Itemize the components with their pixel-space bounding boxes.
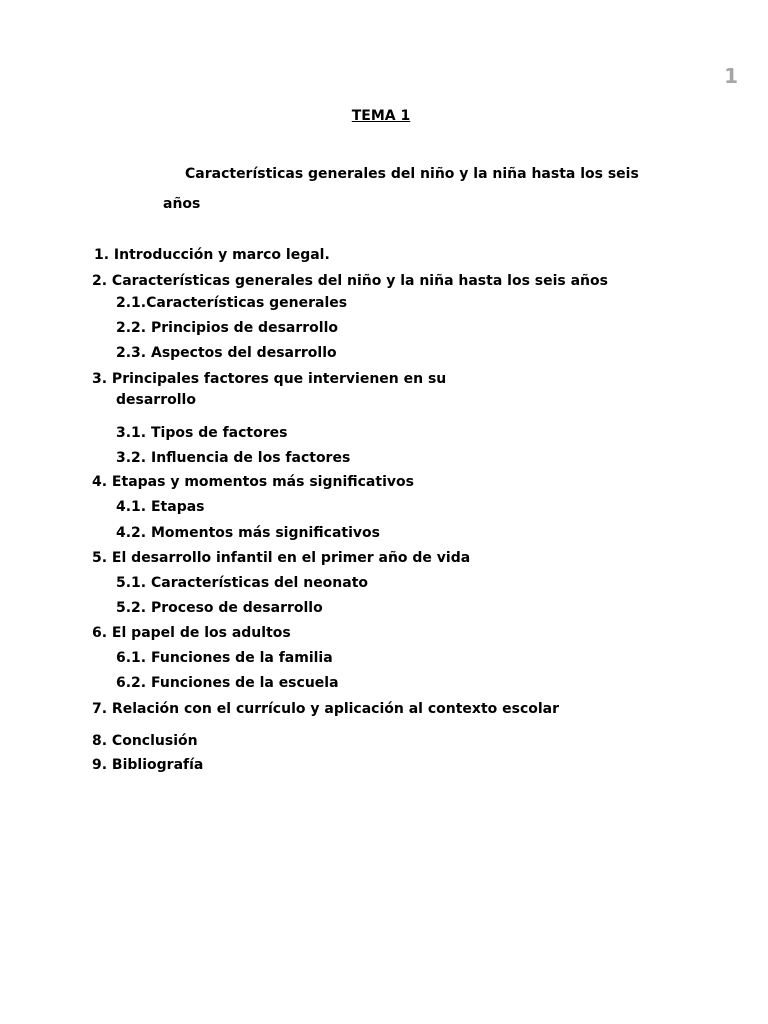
toc-item-1: 1. Introducción y marco legal. — [94, 247, 330, 263]
toc-item-4-1: 4.1. Etapas — [116, 499, 205, 515]
toc-item-2-2: 2.2. Principios de desarrollo — [116, 320, 338, 336]
toc-item-5-1: 5.1. Características del neonato — [116, 575, 369, 591]
toc-item-3-1: 3.1. Tipos de factores — [116, 425, 288, 441]
toc-item-6: 6. El papel de los adultos — [92, 625, 291, 641]
toc-item-3-continuation: desarrollo — [116, 392, 196, 408]
toc-item-6-1: 6.1. Funciones de la familia — [116, 650, 333, 666]
toc-item-4-2: 4.2. Momentos más significativos — [116, 525, 380, 541]
toc-item-9: 9. Bibliografía — [92, 757, 204, 773]
toc-item-2-1: 2.1.Características generales — [116, 295, 348, 311]
toc-item-2: 2. Características generales del niño y la niña hasta los seis años — [92, 273, 608, 289]
toc-item-2-3: 2.3. Aspectos del desarrollo — [116, 345, 337, 361]
subtitle-line-1: Características generales del niño y la niña hasta los seis — [185, 166, 639, 182]
toc-item-3-2: 3.2. Influencia de los factores — [116, 450, 351, 466]
toc-item-4: 4. Etapas y momentos más significativos — [92, 474, 414, 490]
subtitle-line-2: años — [163, 196, 201, 212]
toc-item-8: 8. Conclusión — [92, 733, 198, 749]
document-title: TEMA 1 — [351, 108, 411, 124]
toc-item-6-2: 6.2. Funciones de la escuela — [116, 675, 339, 691]
toc-item-5-2: 5.2. Proceso de desarrollo — [116, 600, 323, 616]
toc-item-7: 7. Relación con el currículo y aplicación al contexto escolar — [92, 701, 560, 717]
toc-item-3: 3. Principales factores que intervienen en su — [92, 371, 447, 387]
page-number: 1 — [724, 64, 738, 88]
toc-item-5: 5. El desarrollo infantil en el primer año de vida — [92, 550, 471, 566]
